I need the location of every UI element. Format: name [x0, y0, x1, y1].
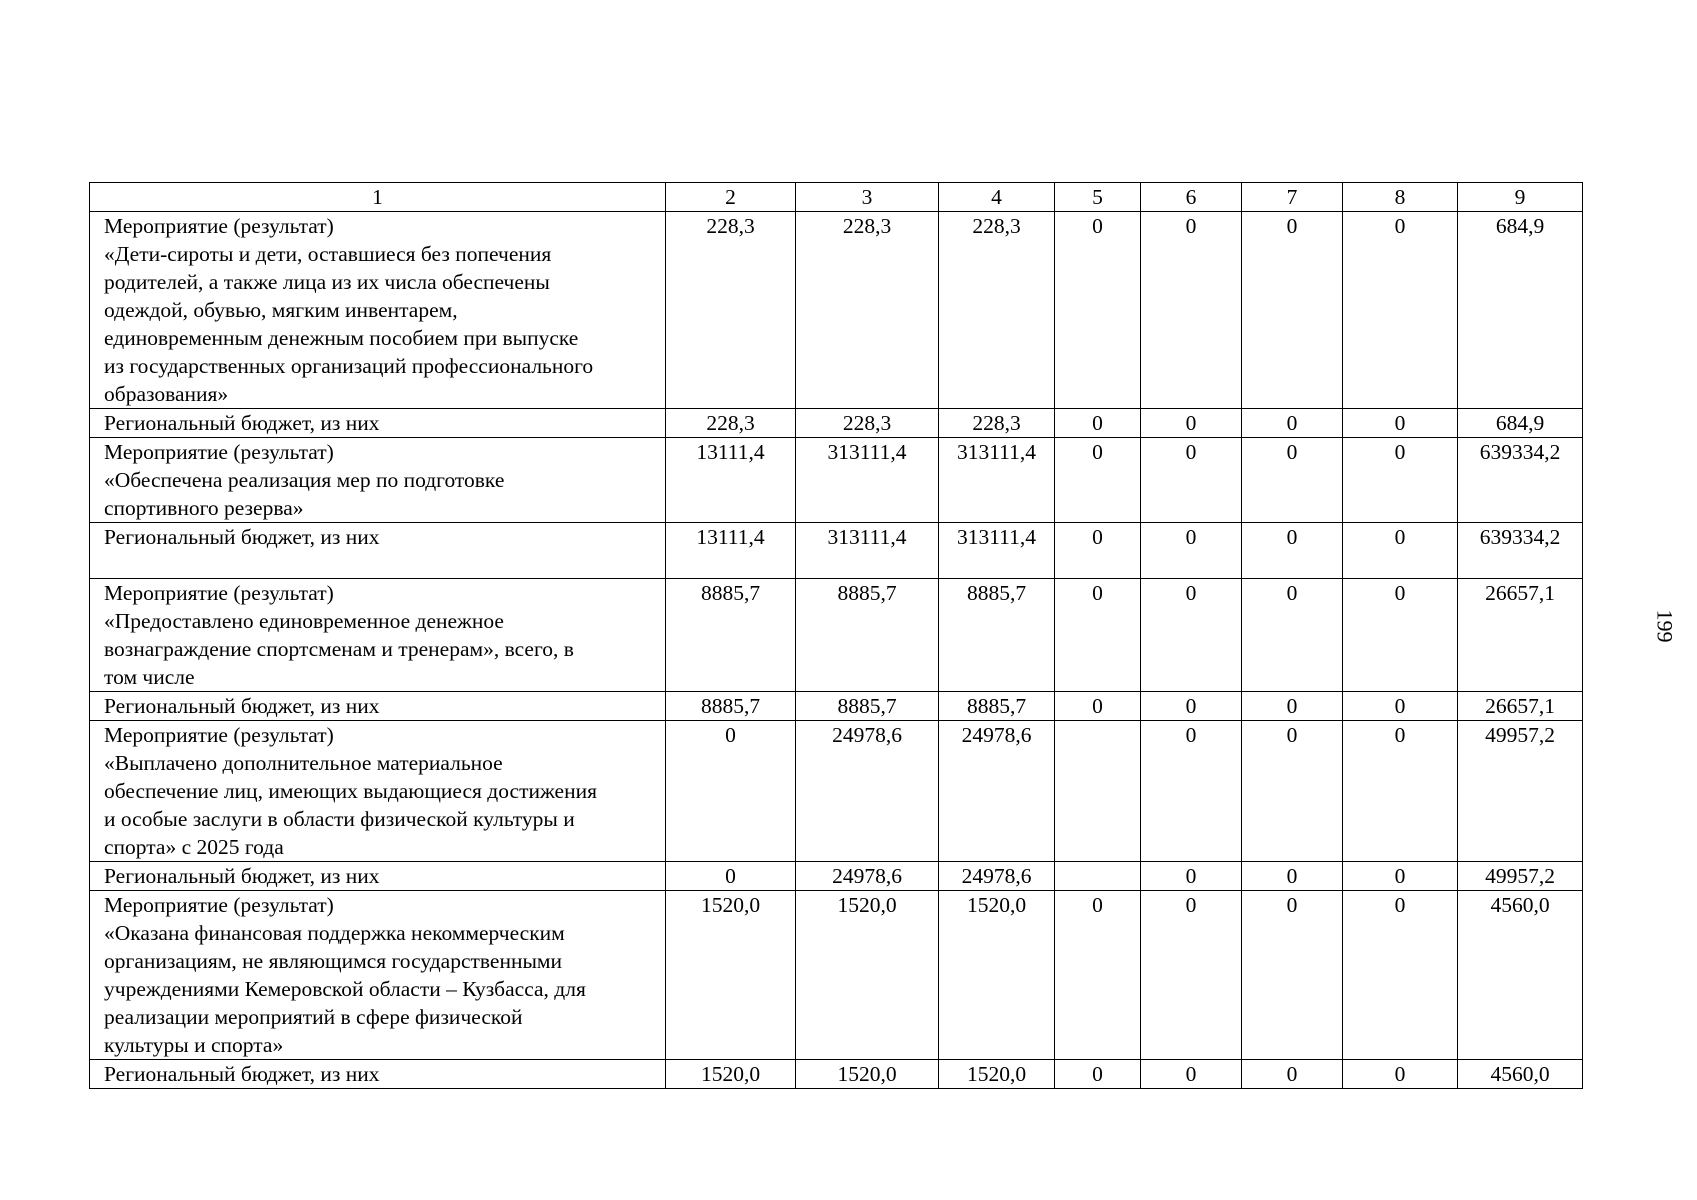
row-description — [90, 1060, 666, 1089]
value-cell-col-8: 0 — [1343, 692, 1458, 721]
value-cell-col-7: 0 — [1242, 523, 1343, 579]
value-cell-col-2: 1520,0 — [666, 891, 796, 1060]
description-line: «Обеспечена реализация мер по подготовке — [104, 468, 505, 492]
value-cell-col-5: 0 — [1055, 523, 1141, 579]
description-line: одеждой, обувью, мягким инвентарем, — [104, 298, 458, 322]
description-line: образования» — [104, 382, 229, 406]
row-description — [90, 862, 666, 891]
budget-table — [89, 182, 1583, 1089]
row-description — [90, 579, 666, 692]
description-line: Региональный бюджет, из них — [104, 864, 380, 888]
description-line: реализации мероприятий в сфере физической — [104, 1005, 523, 1029]
value-cell-col-4: 24978,6 — [939, 862, 1055, 891]
description-line: «Выплачено дополнительное материальное — [104, 751, 503, 775]
value-cell-col-9: 639334,2 — [1458, 523, 1583, 579]
table-row — [90, 409, 1583, 438]
table-row — [90, 862, 1583, 891]
value-cell-col-3: 228,3 — [796, 409, 939, 438]
value-cell-col-8: 0 — [1343, 891, 1458, 1060]
value-cell-col-7: 0 — [1242, 891, 1343, 1060]
value-cell-col-8: 0 — [1343, 862, 1458, 891]
value-cell-col-9: 4560,0 — [1458, 1060, 1583, 1089]
value-cell-col-5 — [1055, 862, 1141, 891]
value-cell-col-5: 0 — [1055, 212, 1141, 409]
value-cell-col-8: 0 — [1343, 523, 1458, 579]
value-cell-col-2: 228,3 — [666, 212, 796, 409]
value-cell-col-5: 0 — [1055, 692, 1141, 721]
value-cell-col-2: 0 — [666, 721, 796, 862]
row-description — [90, 523, 666, 579]
value-cell-col-8: 0 — [1343, 721, 1458, 862]
description-line: родителей, а также лица из их числа обеспечены — [104, 270, 550, 294]
value-cell-col-5: 0 — [1055, 1060, 1141, 1089]
column-header: 1 — [90, 183, 666, 212]
description-line: Региональный бюджет, из них — [104, 694, 380, 718]
value-cell-col-5 — [1055, 721, 1141, 862]
value-cell-col-9: 26657,1 — [1458, 692, 1583, 721]
value-cell-col-9: 26657,1 — [1458, 579, 1583, 692]
description-line: Мероприятие (результат) — [104, 214, 334, 238]
value-cell-col-4: 1520,0 — [939, 1060, 1055, 1089]
value-cell-col-4: 313111,4 — [939, 523, 1055, 579]
value-cell-col-8: 0 — [1343, 438, 1458, 523]
value-cell-col-3: 313111,4 — [796, 438, 939, 523]
value-cell-col-5: 0 — [1055, 579, 1141, 692]
value-cell-col-4: 8885,7 — [939, 579, 1055, 692]
value-cell-col-7: 0 — [1242, 212, 1343, 409]
value-cell-col-4: 228,3 — [939, 212, 1055, 409]
description-line: «Предоставлено единовременное денежное — [104, 609, 504, 633]
description-line: Региональный бюджет, из них — [104, 411, 380, 435]
description-line: обеспечение лиц, имеющих выдающиеся достижения — [104, 779, 597, 803]
value-cell-col-7: 0 — [1242, 579, 1343, 692]
value-cell-col-9: 49957,2 — [1458, 862, 1583, 891]
value-cell-col-4: 313111,4 — [939, 438, 1055, 523]
value-cell-col-3: 1520,0 — [796, 1060, 939, 1089]
value-cell-col-5: 0 — [1055, 891, 1141, 1060]
column-header: 4 — [939, 183, 1055, 212]
value-cell-col-2: 0 — [666, 862, 796, 891]
value-cell-col-6: 0 — [1141, 438, 1242, 523]
value-cell-col-3: 8885,7 — [796, 579, 939, 692]
column-header: 2 — [666, 183, 796, 212]
value-cell-col-6: 0 — [1141, 212, 1242, 409]
value-cell-col-9: 49957,2 — [1458, 721, 1583, 862]
description-line: вознаграждение спортсменам и тренерам», всего, в — [104, 637, 574, 661]
description-line: учреждениями Кемеровской области – Кузбасса, для — [104, 977, 586, 1001]
description-line: «Дети-сироты и дети, оставшиеся без попечения — [104, 242, 552, 266]
value-cell-col-9: 4560,0 — [1458, 891, 1583, 1060]
column-header: 7 — [1242, 183, 1343, 212]
value-cell-col-2: 1520,0 — [666, 1060, 796, 1089]
page-number: 199 — [1652, 609, 1678, 643]
value-cell-col-6: 0 — [1141, 409, 1242, 438]
value-cell-col-3: 313111,4 — [796, 523, 939, 579]
value-cell-col-8: 0 — [1343, 409, 1458, 438]
value-cell-col-9: 684,9 — [1458, 212, 1583, 409]
value-cell-col-3: 24978,6 — [796, 721, 939, 862]
column-header: 3 — [796, 183, 939, 212]
table-row — [90, 721, 1583, 862]
description-line: Мероприятие (результат) — [104, 893, 334, 917]
value-cell-col-3: 24978,6 — [796, 862, 939, 891]
description-line: Региональный бюджет, из них — [104, 525, 380, 549]
value-cell-col-9: 639334,2 — [1458, 438, 1583, 523]
description-line: том числе — [104, 665, 195, 689]
table-header-row — [90, 183, 1583, 212]
value-cell-col-6: 0 — [1141, 891, 1242, 1060]
value-cell-col-8: 0 — [1343, 212, 1458, 409]
row-description — [90, 212, 666, 409]
value-cell-col-4: 1520,0 — [939, 891, 1055, 1060]
description-line: спортивного резерва» — [104, 496, 304, 520]
row-description — [90, 891, 666, 1060]
value-cell-col-7: 0 — [1242, 721, 1343, 862]
description-line: Мероприятие (результат) — [104, 581, 334, 605]
table-row — [90, 692, 1583, 721]
description-line: организациям, не являющимся государственными — [104, 949, 563, 973]
value-cell-col-9: 684,9 — [1458, 409, 1583, 438]
table-row — [90, 891, 1583, 1060]
description-line: Мероприятие (результат) — [104, 723, 334, 747]
value-cell-col-7: 0 — [1242, 862, 1343, 891]
value-cell-col-4: 24978,6 — [939, 721, 1055, 862]
value-cell-col-6: 0 — [1141, 692, 1242, 721]
value-cell-col-4: 228,3 — [939, 409, 1055, 438]
value-cell-col-3: 8885,7 — [796, 692, 939, 721]
description-line: культуры и спорта» — [104, 1033, 284, 1057]
description-line: Мероприятие (результат) — [104, 440, 334, 464]
row-description — [90, 438, 666, 523]
column-header: 5 — [1055, 183, 1141, 212]
column-header: 8 — [1343, 183, 1458, 212]
value-cell-col-3: 1520,0 — [796, 891, 939, 1060]
description-line: и особые заслуги в области физической культуры и — [104, 807, 575, 831]
value-cell-col-5: 0 — [1055, 438, 1141, 523]
row-description — [90, 721, 666, 862]
value-cell-col-7: 0 — [1242, 1060, 1343, 1089]
value-cell-col-8: 0 — [1343, 579, 1458, 692]
value-cell-col-3: 228,3 — [796, 212, 939, 409]
value-cell-col-7: 0 — [1242, 409, 1343, 438]
row-description — [90, 692, 666, 721]
value-cell-col-6: 0 — [1141, 862, 1242, 891]
table-row — [90, 438, 1583, 523]
value-cell-col-8: 0 — [1343, 1060, 1458, 1089]
table-body — [90, 212, 1583, 1089]
value-cell-col-4: 8885,7 — [939, 692, 1055, 721]
value-cell-col-2: 13111,4 — [666, 438, 796, 523]
value-cell-col-7: 0 — [1242, 438, 1343, 523]
value-cell-col-6: 0 — [1141, 523, 1242, 579]
value-cell-col-2: 8885,7 — [666, 579, 796, 692]
table-row — [90, 212, 1583, 409]
description-line: Региональный бюджет, из них — [104, 1062, 380, 1086]
description-line: «Оказана финансовая поддержка некоммерческим — [104, 921, 565, 945]
description-line: из государственных организаций профессионального — [104, 354, 594, 378]
value-cell-col-6: 0 — [1141, 721, 1242, 862]
value-cell-col-2: 8885,7 — [666, 692, 796, 721]
row-description — [90, 409, 666, 438]
column-header: 6 — [1141, 183, 1242, 212]
value-cell-col-7: 0 — [1242, 692, 1343, 721]
value-cell-col-6: 0 — [1141, 1060, 1242, 1089]
table-row — [90, 523, 1583, 579]
table-row — [90, 579, 1583, 692]
column-header: 9 — [1458, 183, 1583, 212]
table-row — [90, 1060, 1583, 1089]
description-line: спорта» с 2025 года — [104, 835, 284, 859]
value-cell-col-6: 0 — [1141, 579, 1242, 692]
description-line: единовременным денежным пособием при выпуске — [104, 326, 579, 350]
value-cell-col-5: 0 — [1055, 409, 1141, 438]
value-cell-col-2: 228,3 — [666, 409, 796, 438]
value-cell-col-2: 13111,4 — [666, 523, 796, 579]
